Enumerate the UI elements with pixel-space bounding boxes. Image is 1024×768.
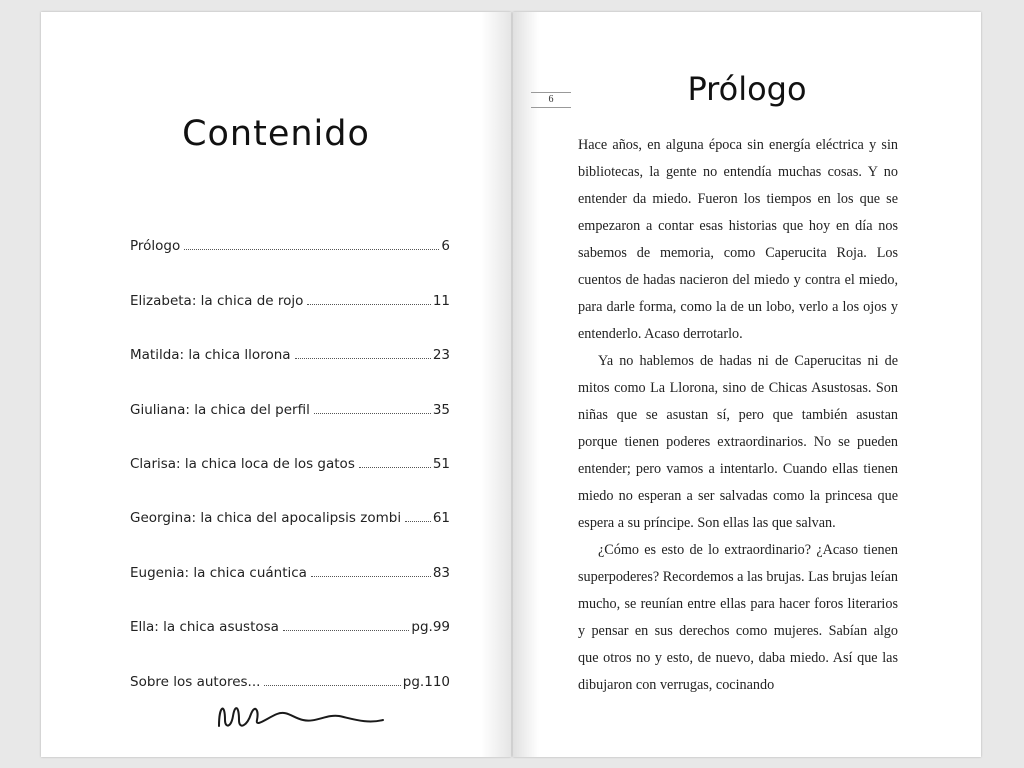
table-of-contents bbox=[130, 200, 450, 690]
toc-title: Contenido bbox=[182, 114, 370, 154]
body-paragraph: ¿Cómo es esto de lo extraordinario? ¿Acaso tienen superpoderes? Recordemos a las brujas. Las brujas leían mucho, se reunían entre ellas para hacer foros literarios y pensar en sus derechos como mujeres. Sabían algo que otros no y esto, de nuevo, daba miedo. Así que las dibujaron con verrugas, cocinando bbox=[578, 542, 898, 693]
page-number: 6 bbox=[531, 92, 571, 108]
toc-entry-label: Elizabeta: la chica de rojo bbox=[130, 292, 304, 309]
toc-entry bbox=[130, 472, 450, 526]
toc-entry-label: Clarisa: la chica loca de los gatos bbox=[130, 455, 355, 472]
toc-entry bbox=[130, 418, 450, 472]
toc-entry bbox=[130, 581, 450, 635]
toc-entry-page: pg.110 bbox=[402, 673, 450, 690]
toc-entry-page: 83 bbox=[432, 564, 450, 581]
toc-entry bbox=[130, 309, 450, 363]
toc-entry-page: 23 bbox=[432, 347, 450, 364]
toc-entry bbox=[130, 635, 450, 689]
toc-entry bbox=[130, 526, 450, 580]
toc-leader bbox=[314, 413, 431, 414]
toc-entry-page: 61 bbox=[432, 510, 450, 527]
chapter-body bbox=[578, 132, 898, 699]
toc-leader bbox=[295, 358, 431, 359]
toc-entry-page: 35 bbox=[432, 401, 450, 418]
toc-entry bbox=[130, 200, 450, 254]
toc-entry-label: Sobre los autores... bbox=[130, 673, 261, 690]
left-page bbox=[41, 12, 511, 757]
toc-leader bbox=[283, 630, 409, 631]
toc-leader bbox=[311, 576, 431, 577]
right-page bbox=[513, 12, 981, 757]
toc-leader bbox=[405, 521, 431, 522]
chapter-title: Prólogo bbox=[687, 70, 807, 108]
toc-leader bbox=[307, 304, 430, 305]
body-paragraph: Hace años, en alguna época sin energía eléctrica y sin bibliotecas, la gente no entendía muchas cosas. Y no entender da miedo. Fueron los tiempos en los que se empezaron a contar esas historias que hoy en día nos sabemos de memoria, como Caperucita Roja. Los cuentos de hadas nacieron del miedo y contra el miedo, para darle forma, como la de un lobo, verlo a los ojos y entenderlo. Acaso derrotarlo. bbox=[578, 137, 898, 342]
signature-scribble bbox=[211, 696, 391, 736]
toc-entry-label: Georgina: la chica del apocalipsis zombi bbox=[130, 510, 402, 527]
toc-entry-label: Matilda: la chica llorona bbox=[130, 347, 291, 364]
toc-entry-label: Giuliana: la chica del perfil bbox=[130, 401, 310, 418]
toc-leader bbox=[264, 685, 400, 686]
spine-shadow bbox=[513, 12, 539, 757]
body-paragraph: Ya no hablemos de hadas ni de Caperucitas ni de mitos como La Llorona, sino de Chicas Asustosas. Son niñas que se asustan sí, pero que también asustan porque tienen poderes extraordinarios. No se pueden entender; pero vamos a intentarlo. Cuando ellas tienen miedo no esperan a ser salvadas como la princesa que espera a su príncipe. Son ellas las que salvan. bbox=[578, 353, 898, 531]
toc-leader bbox=[359, 467, 431, 468]
toc-entry-label: Ella: la chica asustosa bbox=[130, 619, 279, 636]
toc-entry-page: 51 bbox=[432, 455, 450, 472]
toc-entry-label: Eugenia: la chica cuántica bbox=[130, 564, 307, 581]
toc-entry-page: 6 bbox=[441, 238, 450, 255]
toc-leader bbox=[184, 249, 439, 250]
toc-entry-page: pg.99 bbox=[411, 619, 450, 636]
toc-entry bbox=[130, 254, 450, 308]
toc-entry-page: 11 bbox=[432, 292, 450, 309]
toc-entry bbox=[130, 363, 450, 417]
toc-entry-label: Prólogo bbox=[130, 238, 181, 255]
